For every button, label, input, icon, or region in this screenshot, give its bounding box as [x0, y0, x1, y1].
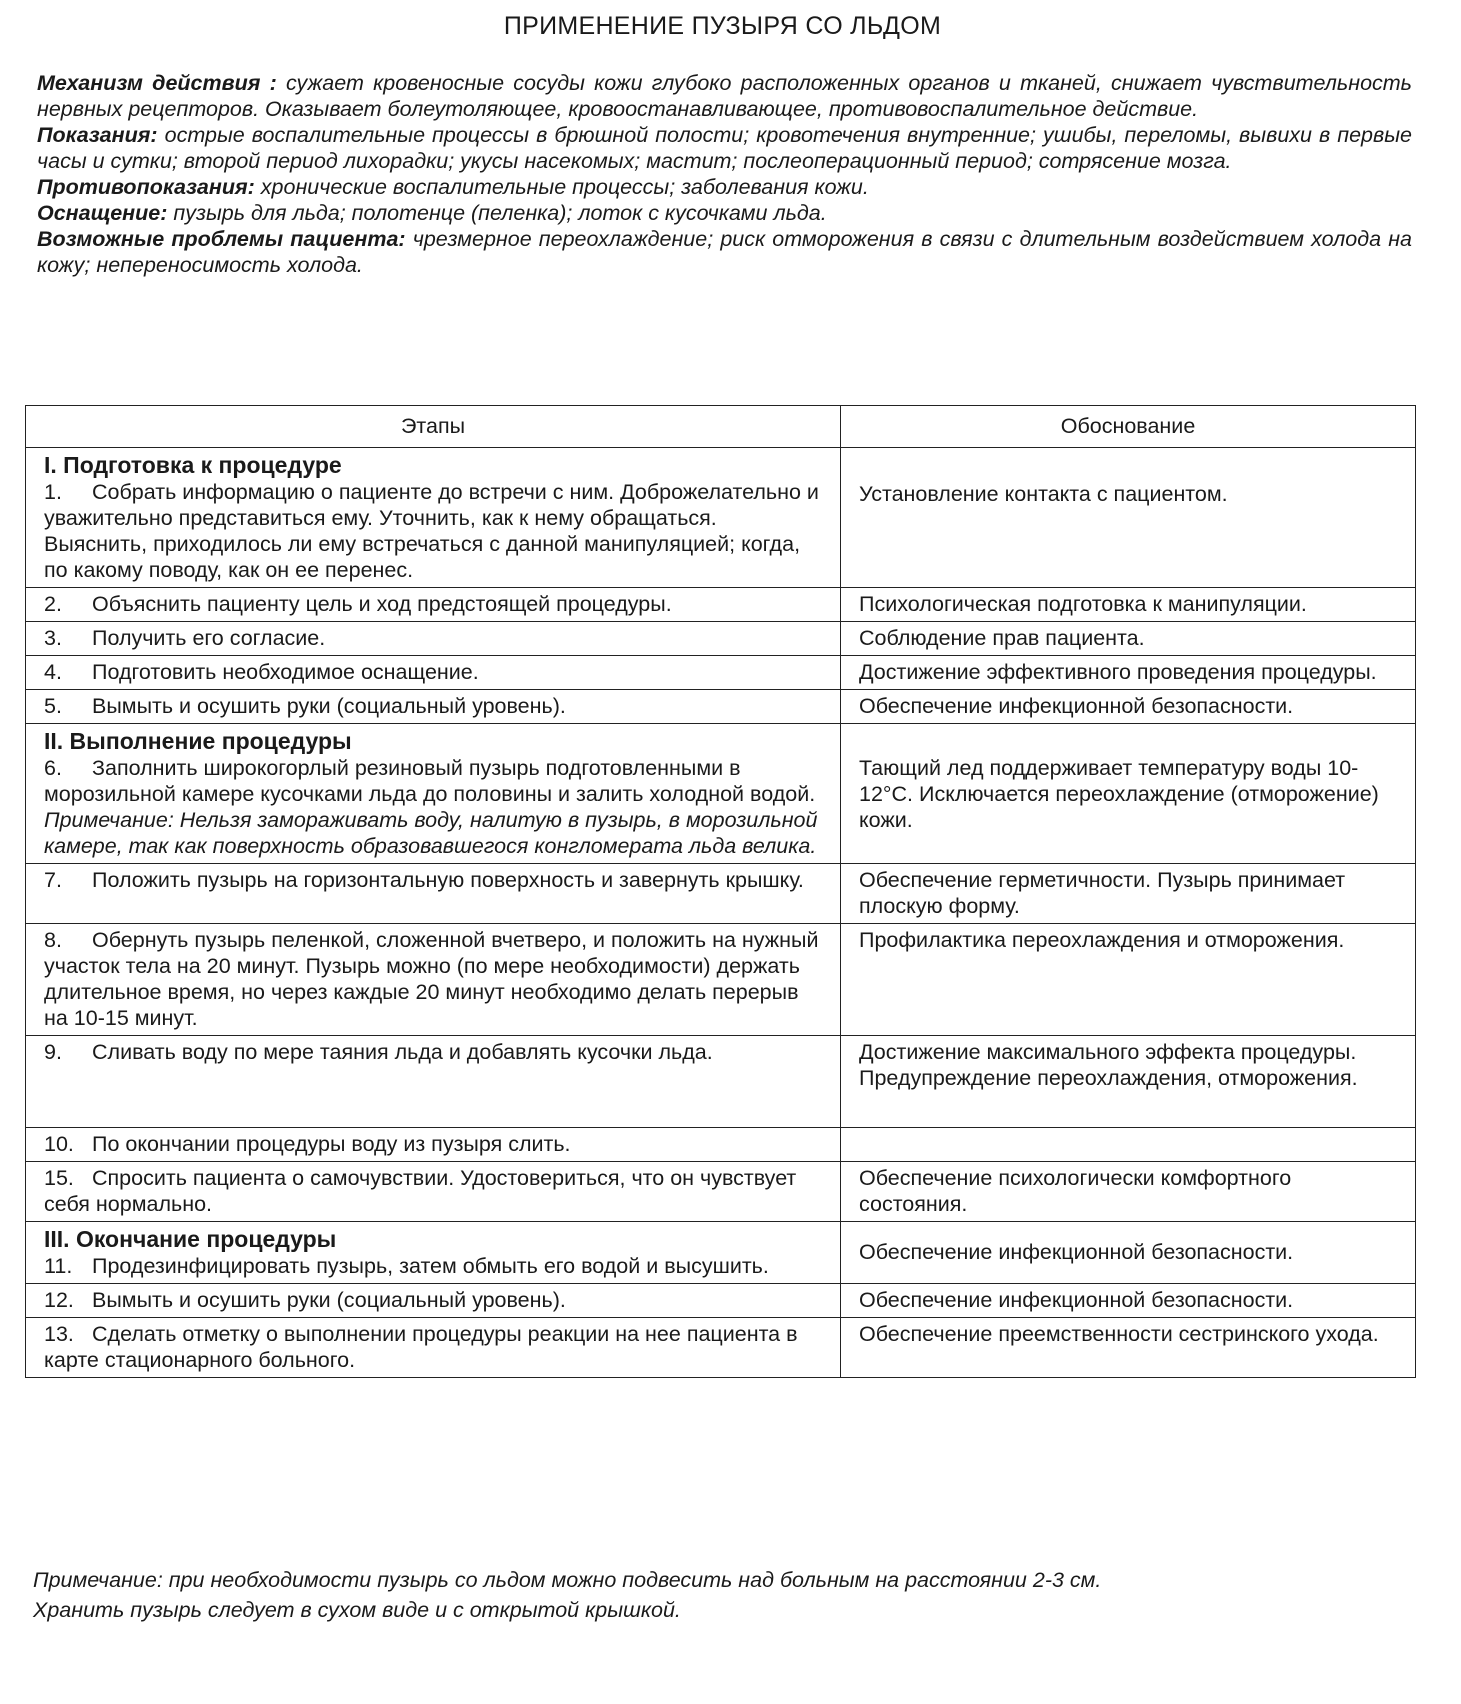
table-row — [26, 1128, 1416, 1162]
table-row — [26, 1318, 1416, 1378]
step-number: 12. — [44, 1288, 74, 1312]
step-note: Примечание: Нельзя замораживать воду, налитую в пузырь, в морозильной камере, так как поверхность образовавшегося конгломерата льда велика. — [44, 808, 818, 858]
contraindications-paragraph — [37, 174, 1412, 200]
equipment-paragraph — [37, 200, 1412, 226]
table-row — [26, 622, 1416, 656]
step-cell — [26, 864, 841, 924]
step-number: 5. — [44, 694, 62, 718]
section-heading-completion: III. Окончание процедуры — [44, 1226, 337, 1252]
step-number: 3. — [44, 626, 62, 650]
step-cell — [26, 924, 841, 1036]
equipment-text: пузырь для льда; полотенце (пеленка); лоток с кусочками льда. — [167, 201, 827, 225]
reason-cell: Обеспечение преемственности сестринского ухода. — [841, 1318, 1416, 1378]
reason-cell: Обеспечение инфекционной безопасности. — [841, 1284, 1416, 1318]
step-text: Спросить пациента о самочувствии. Удостовериться, что он чувствует себя нормально. — [44, 1166, 797, 1216]
step-text: Заполнить широкогорлый резиновый пузырь подготовленными в морозильной камере кусочками льда до половины и залить холодной водой. — [44, 756, 816, 806]
step-number: 2. — [44, 592, 62, 616]
table-row — [26, 448, 1416, 588]
step-cell — [26, 690, 841, 724]
table-row — [26, 588, 1416, 622]
reason-cell: Обеспечение инфекционной безопасности. — [841, 690, 1416, 724]
table-row — [26, 1036, 1416, 1128]
table-row — [26, 1222, 1416, 1284]
table-row — [26, 1162, 1416, 1222]
step-number: 7. — [44, 868, 62, 892]
step-number: 11. — [44, 1254, 73, 1278]
reason-cell: Обеспечение психологически комфортного состояния. — [841, 1162, 1416, 1222]
step-number: 6. — [44, 756, 62, 780]
step-number: 10. — [44, 1132, 74, 1156]
contraindications-label: Противопоказания: — [37, 175, 255, 199]
reason-cell — [841, 724, 1416, 864]
reason-cell: Обеспечение герметичности. Пузырь принимает плоскую форму. — [841, 864, 1416, 924]
page-title: ПРИМЕНЕНИЕ ПУЗЫРЯ СО ЛЬДОМ — [503, 12, 942, 40]
step-cell — [26, 724, 841, 864]
step-text: Обернуть пузырь пеленкой, сложенной вчетверо, и положить на нужный участок тела на 20 минут. Пузырь можно (по мере необходимости) держать длительное время, но через каждые 20 минут необходимо делать перерыв на 10-15 минут. — [44, 928, 819, 1030]
step-number: 8. — [44, 928, 62, 952]
step-text: Подготовить необходимое оснащение. — [92, 660, 479, 684]
table-row — [26, 656, 1416, 690]
table-header-row — [26, 406, 1416, 448]
step-text: Получить его согласие. — [92, 626, 326, 650]
reason-cell: Психологическая подготовка к манипуляции. — [841, 588, 1416, 622]
problems-label: Возможные проблемы пациента: — [37, 227, 406, 251]
reason-cell: Профилактика переохлаждения и отморожения. — [841, 924, 1416, 1036]
reason-cell — [841, 1128, 1416, 1162]
footer-line-1: Примечание: при необходимости пузырь со льдом можно подвесить над больным на расстоянии 2-3 см. — [33, 1568, 1102, 1592]
footer-line-2: Хранить пузырь следует в сухом виде и с открытой крышкой. — [33, 1598, 681, 1622]
reason-cell: Соблюдение прав пациента. — [841, 622, 1416, 656]
reason-cell: Обеспечение инфекционной безопасности. — [841, 1222, 1416, 1284]
section-heading-execution: II. Выполнение процедуры — [44, 728, 352, 754]
table-row — [26, 924, 1416, 1036]
step-cell — [26, 1318, 841, 1378]
step-cell — [26, 1128, 841, 1162]
problems-paragraph — [37, 226, 1412, 278]
step-number: 1. — [44, 480, 62, 504]
table-row — [26, 724, 1416, 864]
reason-text: Установление контакта с пациентом. — [859, 482, 1228, 506]
problems-text: чрезмерное переохлаждение; риск отморожения в связи с длительным воздействием холода на кожу; непереносимость холода. — [37, 227, 1412, 277]
reason-cell: Достижение максимального эффекта процедуры. Предупреждение переохлаждения, отморожения. — [841, 1036, 1416, 1128]
step-cell — [26, 588, 841, 622]
mechanism-text: сужает кровеносные сосуды кожи глубоко расположенных органов и тканей, снижает чувствительность нервных рецепторов. Оказывает болеутоляющее, кровоостанавливающее, противовоспалительное действие. — [37, 71, 1412, 121]
step-text: Положить пузырь на горизонтальную поверхность и завернуть крышку. — [92, 868, 804, 892]
step-cell — [26, 1036, 841, 1128]
step-text: Продезинфицировать пузырь, затем обмыть его водой и высушить. — [92, 1254, 769, 1278]
indications-text: острые воспалительные процессы в брюшной полости; кровотечения внутренние; ушибы, переломы, вывихи в первые часы и сутки; второй период лихорадки; укусы насекомых; мастит; послеоперационный период; сотрясение мозга. — [37, 123, 1412, 173]
table-row — [26, 690, 1416, 724]
mechanism-label: Механизм действия : — [37, 71, 277, 95]
step-text: По окончании процедуры воду из пузыря слить. — [92, 1132, 571, 1156]
step-cell — [26, 622, 841, 656]
step-cell — [26, 448, 841, 588]
step-number: 15. — [44, 1166, 74, 1190]
procedure-table — [25, 405, 1416, 1378]
reason-cell: Достижение эффективного проведения процедуры. — [841, 656, 1416, 690]
step-text: Сделать отметку о выполнении процедуры реакции на нее пациента в карте стационарного больного. — [44, 1322, 798, 1372]
equipment-label: Оснащение: — [37, 201, 168, 225]
reason-text: Тающий лед поддерживает температуру воды 10-12°С. Исключается переохлаждение (отморожение) кожи. — [859, 756, 1379, 832]
step-number: 9. — [44, 1040, 62, 1064]
section-heading-preparation: I. Подготовка к процедуре — [44, 452, 342, 478]
step-text: Вымыть и осушить руки (социальный уровень). — [92, 1288, 566, 1312]
step-cell — [26, 1222, 841, 1284]
step-text: Собрать информацию о пациенте до встречи с ним. Доброжелательно и уважительно представиться ему. Уточнить, как к нему обращаться. Выяснить, приходилось ли ему встречаться с данной манипуляцией; когда, по какому поводу, как он ее перенес. — [44, 480, 819, 582]
intro-section — [37, 70, 1412, 278]
reason-cell — [841, 448, 1416, 588]
step-text: Сливать воду по мере таяния льда и добавлять кусочки льда. — [92, 1040, 713, 1064]
footer-note — [33, 1565, 1413, 1625]
indications-paragraph — [37, 122, 1412, 174]
step-number: 13. — [44, 1322, 74, 1346]
contraindications-text: хронические воспалительные процессы; заболевания кожи. — [254, 175, 869, 199]
indications-label: Показания: — [37, 123, 158, 147]
header-steps: Этапы — [26, 406, 841, 448]
table-row — [26, 864, 1416, 924]
step-cell — [26, 1162, 841, 1222]
header-reason: Обоснование — [841, 406, 1416, 448]
step-text: Объяснить пациенту цель и ход предстоящей процедуры. — [92, 592, 672, 616]
table-row — [26, 1284, 1416, 1318]
step-cell — [26, 656, 841, 690]
step-cell — [26, 1284, 841, 1318]
mechanism-paragraph — [37, 70, 1412, 122]
step-text: Вымыть и осушить руки (социальный уровень). — [92, 694, 566, 718]
step-number: 4. — [44, 660, 62, 684]
